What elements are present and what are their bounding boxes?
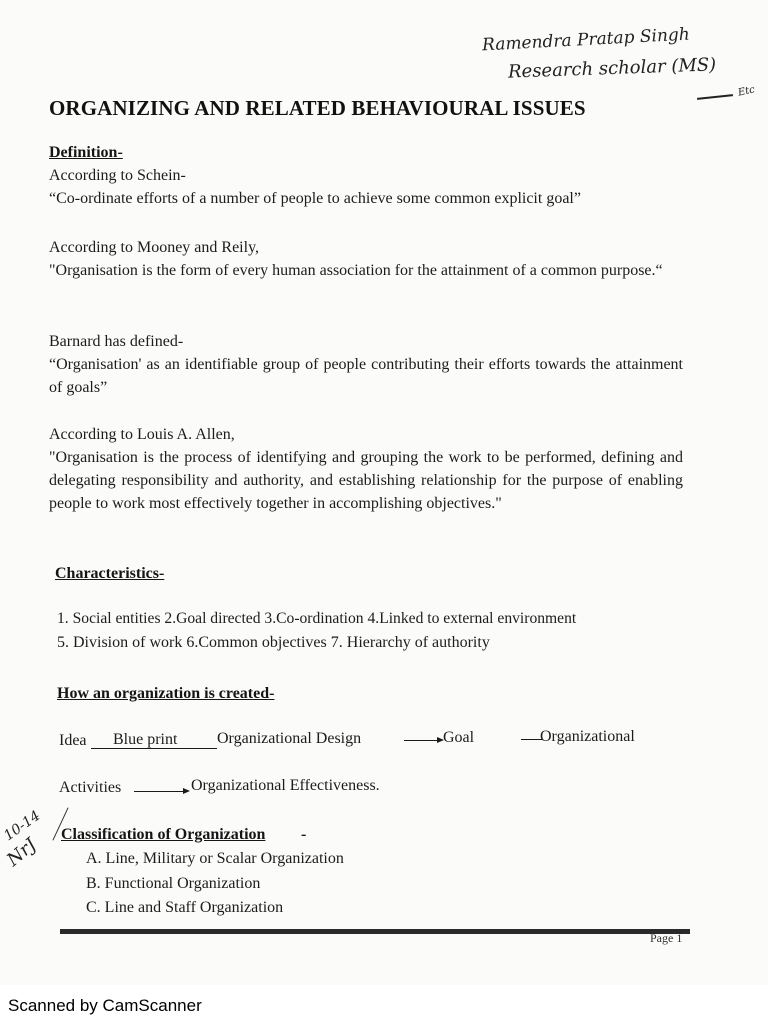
flow-blue-print: Blue print	[113, 731, 178, 748]
definition-quote-mooney: "Organisation is the form of every human association for the attainment of a common purpose.“	[49, 262, 663, 279]
classification-heading: Classification of Organization	[61, 826, 266, 843]
creation-heading: How an organization is created-	[57, 685, 275, 702]
flow-idea: Idea	[59, 732, 87, 749]
classification-item-c: C. Line and Staff Organization	[86, 899, 284, 916]
definition-heading: Definition-	[49, 144, 123, 161]
flow-arrow-to-goal	[404, 740, 438, 741]
handwritten-dash	[697, 94, 733, 100]
footer-rule	[60, 929, 690, 934]
scanner-watermark: Scanned by CamScanner	[8, 996, 202, 1015]
classification-item-a: A. Line, Military or Scalar Organization	[86, 850, 344, 867]
flow-organizational-design: Organizational Design	[217, 730, 362, 747]
flow-goal: Goal	[443, 729, 475, 746]
classification-item-b: B. Functional Organization	[86, 875, 261, 892]
definition-intro-barnard: Barnard has defined-	[49, 333, 184, 350]
handwritten-role: Research scholar (MS)	[507, 54, 717, 83]
definition-quote-allen: "Organisation is the process of identifying and grouping the work to be performed, defining and delegating responsibility and authority, and establishing relationship for the purpose of enabling people to work most effectively together in accomplishing objectives."	[49, 449, 683, 512]
characteristics-heading: Characteristics-	[55, 565, 165, 582]
margin-date: 10-14	[1, 807, 44, 845]
flow-arrow-to-effectiveness-head	[183, 788, 190, 794]
page-number: Page 1	[650, 931, 683, 945]
characteristics-line-2: 5. Division of work 6.Common objectives 7. Hierarchy of authority	[57, 634, 490, 651]
classification-heading-suffix: -	[301, 826, 307, 843]
definition-intro-schein: According to Schein-	[49, 167, 186, 184]
flow-organizational-effectiveness: Organizational Effectiveness.	[191, 777, 380, 794]
definition-quote-schein: “Co-ordinate efforts of a number of people to achieve some common explicit goal”	[49, 190, 581, 207]
handwritten-suffix: Etc	[737, 84, 756, 99]
definition-quote-barnard: “Organisation' as an identifiable group of people contributing their efforts towards the attainment of goals”	[49, 356, 683, 396]
page-title: ORGANIZING AND RELATED BEHAVIOURAL ISSUES	[49, 96, 586, 120]
characteristics-line-1: 1. Social entities 2.Goal directed 3.Co-ordination 4.Linked to external environment	[57, 610, 577, 627]
definition-intro-mooney: According to Mooney and Reily,	[49, 239, 260, 256]
flow-arrow-to-effectiveness	[134, 791, 184, 792]
flow-organizational: Organizational	[540, 728, 635, 745]
margin-initials: NrJ	[2, 834, 41, 871]
handwritten-name: Ramendra Pratap Singh	[481, 24, 691, 56]
flow-activities: Activities	[59, 779, 122, 796]
definition-intro-allen: According to Louis A. Allen,	[49, 426, 235, 443]
